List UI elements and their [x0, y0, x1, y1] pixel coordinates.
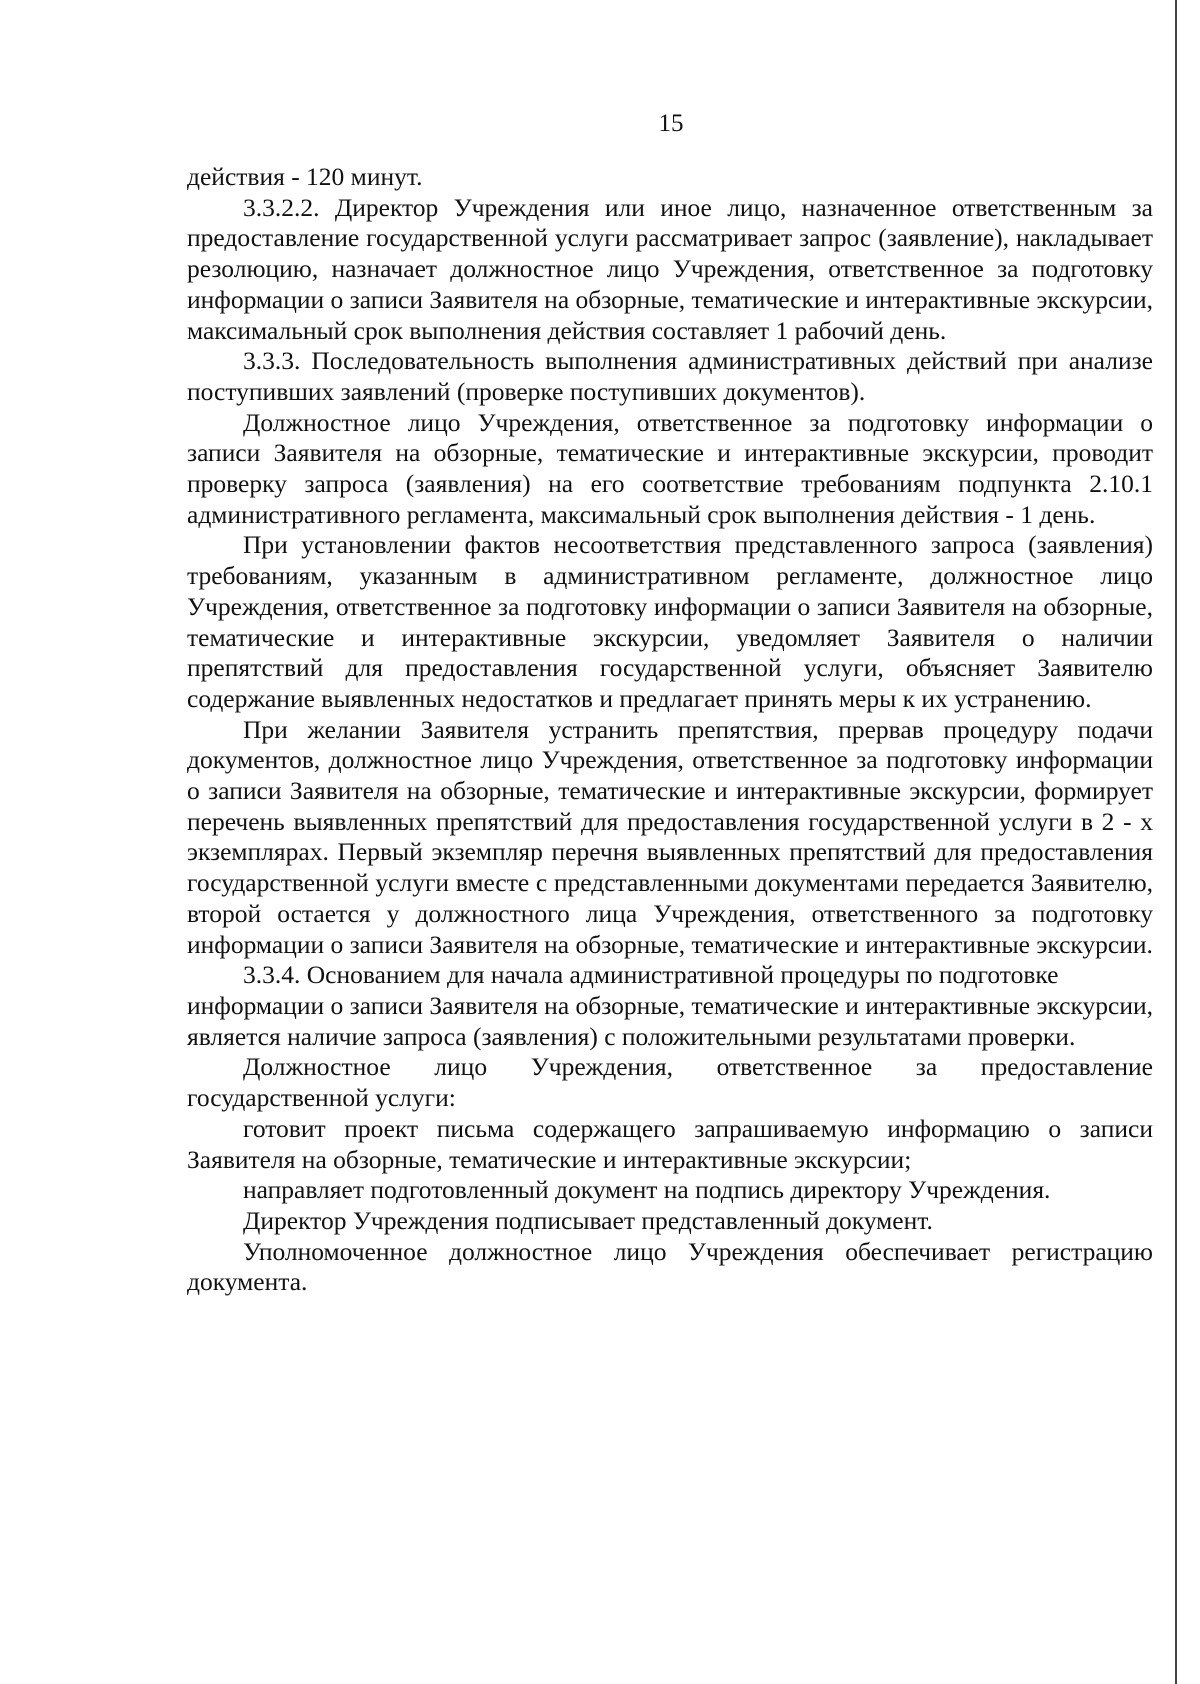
page-edge-line — [1175, 0, 1177, 1684]
paragraph-prepare-letter: готовит проект письма содержащего запрашиваемую информацию о записи Заявителя на обзорные, тематические и интерактивные экскурсии; — [187, 1113, 1153, 1174]
paragraph-3-3-4: 3.3.4. Основанием для начала административной процедуры по подготовке — [243, 960, 1059, 990]
paragraph-verification: Должностное лицо Учреждения, ответственное за подготовку информации о записи Заявителя на обзорные, тематические и интерактивные экскурсии, проводит проверку запроса (заявления) на его соответствие требованиям подпункта 2.10.1 административного регламента, максимальный срок выполнения действия - 1 день. — [187, 407, 1153, 529]
paragraph-director-signs: Директор Учреждения подписывает представленный документ. — [243, 1205, 933, 1235]
document-body — [187, 162, 1153, 1298]
paragraph-remove-obstacles: При желании Заявителя устранить препятствия, прервав процедуру подачи документов, должностное лицо Учреждения, ответственное за подготовку информации о записи Заявителя на обзорные, тематические и интерактивные экскурсии, формирует перечень выявленных препятствий для предоставления государственной услуги в 2 - х экземплярах. Первый экземпляр перечня выявленных препятствий для предоставления государственной услуги вместе с представленными документами передается Заявителю, второй остается у должностного лица Учреждения, ответственного за подготовку информации о записи Заявителя на обзорные, тематические и интерактивные экскурсии. — [187, 714, 1153, 959]
paragraph-continuation: действия - 120 минут. — [187, 162, 423, 191]
paragraph-official: Должностное лицо Учреждения, ответственное за предоставление государственной услуги: — [187, 1052, 1153, 1113]
paragraph-send-for-signature: направляет подготовленный документ на подпись директору Учреждения. — [243, 1175, 1051, 1205]
paragraph-nonconformity: При установлении фактов несоответствия представленного запроса (заявления) требованиям, указанным в административном регламенте, должностное лицо Учреждения, ответственное за подготовку информации о записи Заявителя на обзорные, тематические и интерактивные экскурсии, уведомляет Заявителя о наличии препятствий для предоставления государственной услуги, объясняет Заявителю содержание выявленных недостатков и предлагает принять меры к их устранению. — [187, 530, 1153, 713]
page-number: 15 — [658, 110, 684, 137]
paragraph-registration: Уполномоченное должностное лицо Учреждения обеспечивает регистрацию документа. — [187, 1236, 1153, 1297]
paragraph-3-3-4-continuation: информации о записи Заявителя на обзорные, тематические и интерактивные экскурсии, является наличие запроса (заявления) с положительными результатами проверки. — [187, 990, 1153, 1051]
paragraph-3-3-3: 3.3.3. Последовательность выполнения административных действий при анализе поступивших заявлений (проверке поступивших документов). — [187, 346, 1153, 406]
paragraph-3-3-2-2: 3.3.2.2. Директор Учреждения или иное лицо, назначенное ответственным за предоставление государственной услуги рассматривает запрос (заявление), накладывает резолюцию, назначает должностное лицо Учреждения, ответственное за подготовку информации о записи Заявителя на обзорные, тематические и интерактивные экскурсии, максимальный срок выполнения действия составляет 1 рабочий день. — [187, 192, 1153, 345]
